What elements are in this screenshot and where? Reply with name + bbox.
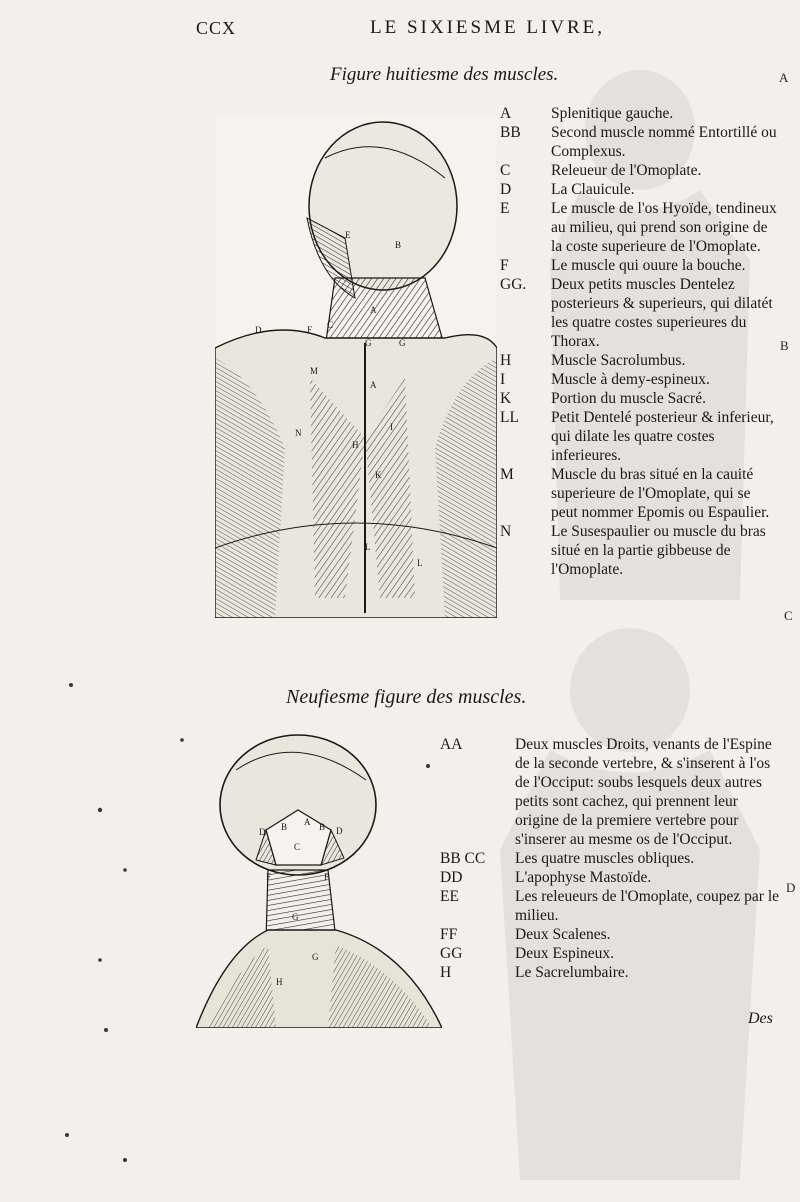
svg-text:B: B [319,822,326,832]
running-head: LE SIXIESME LIVRE, [370,17,606,38]
svg-text:G: G [312,952,319,962]
legend-key: D [500,181,512,198]
margin-letter-d: D [786,880,796,895]
legend-key: LL [500,409,519,426]
legend-text: Muscle à demy-espineux. [551,371,710,388]
legend-key: E [500,200,510,217]
legend-text: Le muscle qui ouure la bouche. [551,257,746,274]
svg-text:C: C [294,842,301,852]
svg-text:B: B [395,240,402,250]
svg-text:L: L [417,558,423,568]
legend-key: DD [440,869,463,886]
legend-text: Releueur de l'Omoplate. [551,162,702,179]
legend-text: Muscle Sacrolumbus. [551,352,686,369]
svg-text:E: E [345,230,351,240]
legend-key: A [500,105,512,122]
svg-text:I: I [390,422,393,432]
legend-text: Les releueurs de l'Omoplate, coupez par le milieu. [515,888,780,924]
svg-text:G: G [365,338,372,348]
legend-key: N [500,523,512,540]
legend-text: Splenitique gauche. [551,105,674,122]
legend-key: I [500,371,506,388]
svg-text:F: F [266,872,272,882]
figure-caption-ninth: Neufiesme figure des muscles. [286,686,527,708]
figure-caption-eighth: Figure huitiesme des muscles. [330,64,559,85]
svg-text:N: N [295,428,302,438]
legend-key: EE [440,888,459,905]
legend-key: K [500,390,512,407]
legend-text: Deux petits muscles Dentelez posterieurs & superieurs, qui dilatét les quatre costes superieures du Thorax. [551,276,773,350]
legend-text: Deux Scalenes. [515,926,611,943]
svg-text:D: D [255,325,262,335]
catchword: Des [748,1010,773,1027]
svg-text:K: K [375,470,382,480]
legend-key: GG. [500,276,527,293]
legend-text: Muscle du bras situé en la cauité superieure de l'Omoplate, qui se peut nommer Epomis ou Espaulier. [551,466,770,521]
svg-text:C: C [327,320,334,330]
legend-key: GG [440,945,463,962]
margin-letter-b: B [780,338,789,353]
svg-text:H: H [352,440,359,450]
legend-key: BB [500,124,521,141]
svg-text:H: H [276,977,283,987]
svg-text:M: M [310,366,319,376]
legend-key: AA [440,736,463,753]
svg-text:B: B [281,822,288,832]
legend-key: BB CC [440,850,486,867]
svg-text:A: A [370,380,377,390]
svg-text:D: D [259,827,266,837]
legend-key: H [440,964,452,981]
legend-text: La Clauicule. [551,181,635,198]
svg-text:G: G [399,338,406,348]
svg-text:G: G [292,912,299,922]
legend-text: Deux Espineux. [515,945,615,962]
legend-text: Second muscle nommé Entortillé ou Complexus. [551,124,777,160]
legend-text: Le Sacrelumbaire. [515,964,629,981]
legend-text: Portion du muscle Sacré. [551,390,706,407]
legend-text: Deux muscles Droits, venants de l'Espine de la seconde vertebre, & s'inserent à l'os de l'Occiput: soubs lesquels deux autres petits sont cachez, qui prennent leur origine de la premiere vertebre pour s'inserer au mesme os de l'Occiput. [515,736,772,848]
legend-text: Le Susespaulier ou muscle du bras situé en la partie gibbeuse de l'Omoplate. [551,523,766,578]
legend-key: M [500,466,514,483]
legend-key: H [500,352,512,369]
legend-text: L'apophyse Mastoïde. [515,869,652,886]
legend-key: F [500,257,509,274]
legend-key: C [500,162,511,179]
margin-letter-a: A [779,70,789,85]
svg-text:F: F [324,872,330,882]
svg-text:D: D [336,826,343,836]
legend-key: FF [440,926,458,943]
svg-text:F: F [307,325,313,335]
legend-text: Petit Dentelé posterieur & inferieur, qui dilate les quatre costes inferieures. [551,409,774,464]
margin-letter-c: C [784,608,793,623]
folio-number: CCX [196,18,237,38]
svg-text:A: A [304,817,311,827]
svg-text:A: A [370,305,377,315]
svg-text:L: L [365,542,371,552]
legend-text: Les quatre muscles obliques. [515,850,695,867]
legend-text: Le muscle de l'os Hyoïde, tendineux au milieu, qui prend son origine de la coste superieure de l'Omoplate. [551,200,777,255]
